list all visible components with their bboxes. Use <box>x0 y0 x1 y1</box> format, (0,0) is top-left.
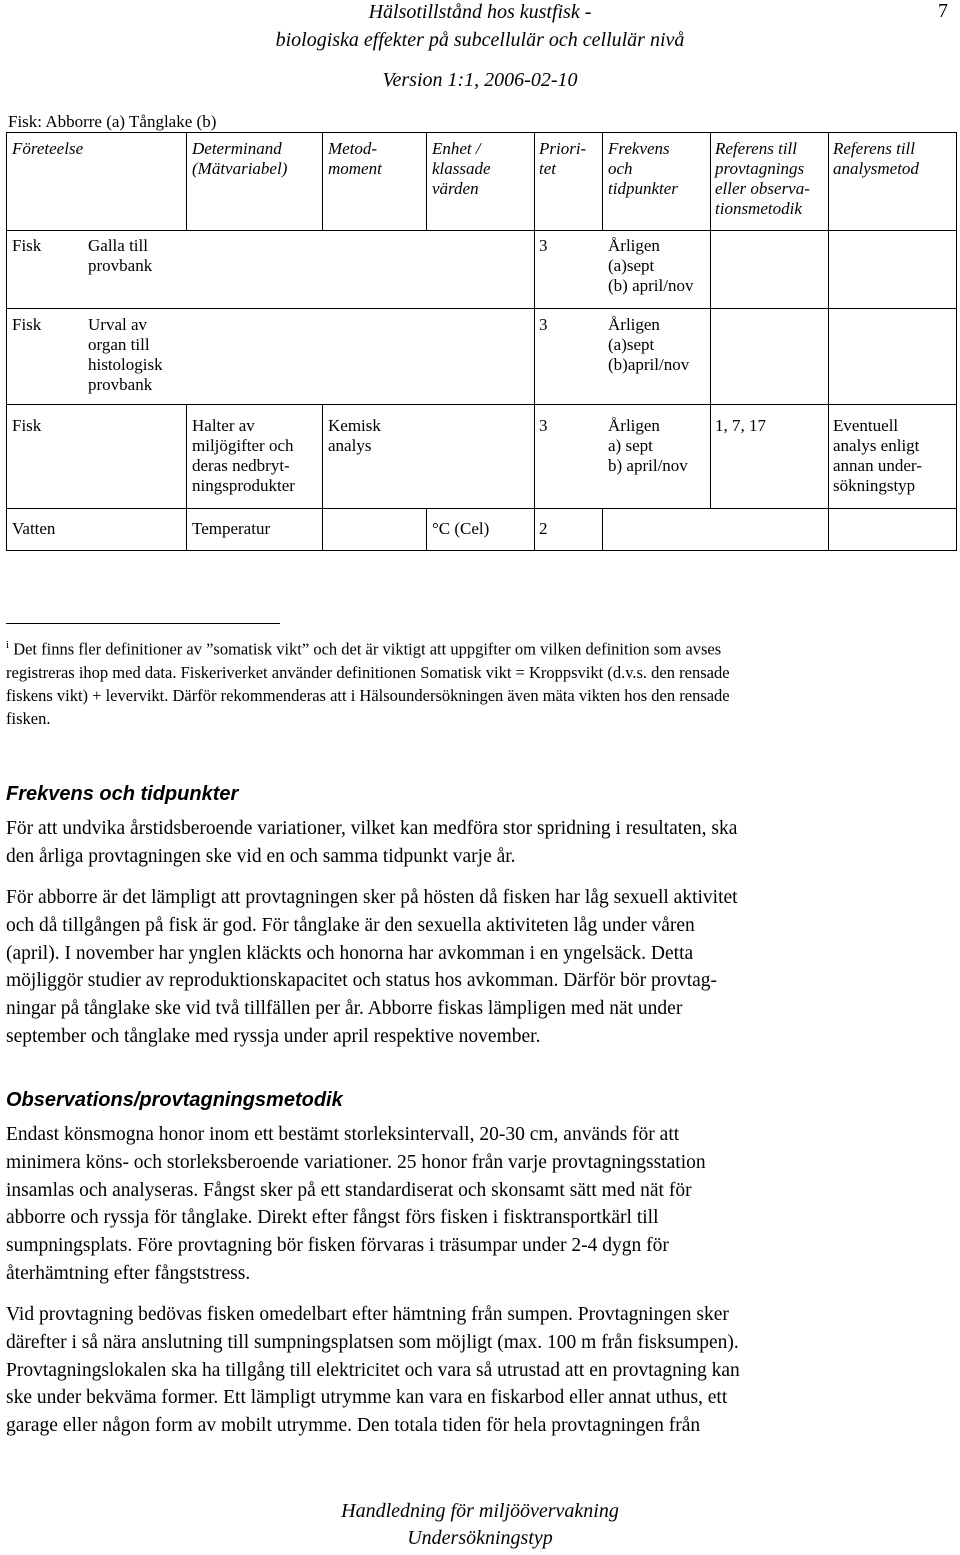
row1-freq: Årligen (a)sept (b) april/nov <box>608 236 694 295</box>
row3-foreteelse: Fisk <box>12 416 42 435</box>
table-caption: Fisk: Abborre (a) Tånglake (b) <box>8 112 217 131</box>
row2-freq: Årligen (a)sept (b)april/nov <box>608 315 690 374</box>
col-header-prioritet: Priori- tet <box>539 139 587 178</box>
section1-paragraph-2: För abborre är det lämpligt att provtagningen sker på hösten då fisken har låg sexuell aktivitet och då tillgången på fisk är god. För tånglake är den sexuella aktiviteten låg under våren (april). I november har ynglen kläckts och honorna har avkomman i en yngelsäck. Detta möjliggör studier av reproduktionskapacitet och status hos avkomman. Därför bör provtag- ningar på tånglake ske vid två tillfällen per år. Abborre fiskas lämpligen med nät under september och tånglake med ryssja under april respektive november. <box>6 887 738 1047</box>
row4-unit: °C (Cel) <box>432 519 490 538</box>
row3-ref: 1, 7, 17 <box>715 416 766 435</box>
row3-determinand: Halter av miljögifter och deras nedbryt- ningsprodukter <box>192 416 295 495</box>
col-header-foreteelse: Företeelse <box>12 139 84 158</box>
row4-prio: 2 <box>539 519 548 538</box>
header-version: Version 1:1, 2006-02-10 <box>382 69 578 91</box>
col-header-referens-analys: Referens till analysmetod <box>833 139 919 178</box>
section-heading-frekvens: Frekvens och tidpunkter <box>6 783 239 805</box>
col-header-referens-provtagning: Referens till provtagnings eller observa- tionsmetodik <box>715 139 810 218</box>
header-line-2: biologiska effekter på subcellulär och cellulär nivå <box>275 29 685 51</box>
header-line-1: Hälsotillstånd hos kustfisk - <box>368 1 592 23</box>
row3-prio: 3 <box>539 416 548 435</box>
row3-ref-analys: Eventuell analys enligt annan under- sökningstyp <box>833 416 922 495</box>
row2-prio: 3 <box>539 315 548 334</box>
row2-desc: Urval av organ till histologisk provbank <box>88 315 163 394</box>
section2-paragraph-2: Vid provtagning bedövas fisken omedelbart efter hämtning från sumpen. Provtagningen sker därefter i så nära anslutning till sumpningsplatsen som möjligt (max. 100 m från fisksumpen). Provtagningslokalen ska ha tillgång till elektricitet och vara så utrustad att en provtagning kan ske under bekväma former. Ett lämpligt utrymme kan vara en fiskarbod eller annat uthus, ett garage eller någon form av mobilt utrymme. Den totala tiden för hela provtagningen från <box>6 1304 740 1437</box>
row1-prio: 3 <box>539 236 548 255</box>
row3-method: Kemisk analys <box>328 416 381 455</box>
row4-determinand: Temperatur <box>192 519 271 538</box>
section1-paragraph-1: För att undvika årstidsberoende variationer, vilket kan medföra stor spridning i resultaten, ska den årliga provtagningen ske vid en och samma tidpunkt varje år. <box>6 818 738 867</box>
footer-line-1: Handledning för miljöövervakning <box>341 1500 619 1522</box>
row1-desc: Galla till provbank <box>88 236 153 275</box>
row4-foreteelse: Vatten <box>12 519 56 538</box>
col-header-frekvens: Frekvens och tidpunkter <box>608 139 678 198</box>
col-header-metodmoment: Metod- moment <box>328 139 382 178</box>
col-header-enhet: Enhet / klassade värden <box>432 139 491 198</box>
section2-paragraph-1: Endast könsmogna honor inom ett bestämt storleksintervall, 20-30 cm, används för att minimera köns- och storleksberoende variationer. 25 honor från varje provtagningsstation insamlas och analyseras. Fångst sker på ett standardiserat och skonsamt sätt med nät för abborre och ryssja för tånglake. Direkt efter fångst förs fisken i fisktransportkärl till sumpningsplats. Före provtagning bör fisken förvaras i träsumpar under 2-4 dygn för återhämtning efter fångststress. <box>6 1124 706 1284</box>
row2-foreteelse: Fisk <box>12 315 42 334</box>
footnote-separator <box>6 623 280 624</box>
footnote-marker: i <box>6 639 10 651</box>
section-heading-observationer: Observations/provtagningsmetodik <box>6 1089 343 1111</box>
col-header-determinand: Determinand (Mätvariabel) <box>192 139 288 178</box>
row3-freq: Årligen a) sept b) april/nov <box>608 416 688 475</box>
row1-foreteelse: Fisk <box>12 236 42 255</box>
footer-line-2: Undersökningstyp <box>407 1527 553 1549</box>
page-number: 7 <box>938 0 948 22</box>
footnote: $^i$ Det finns fler definitioner av ”somatisk vikt” och det är viktigt att uppgifter om vilken definition som avses registreras ihop med data. Fiskeriverket använder definitionen Somatisk vikt = Kroppsvikt (d.v.s. den rensade fiskens vikt) + levervikt. Därför rekommenderas att i Hälsoundersökningen även mäta vikten hos den rensade fisken. <box>6 639 730 728</box>
